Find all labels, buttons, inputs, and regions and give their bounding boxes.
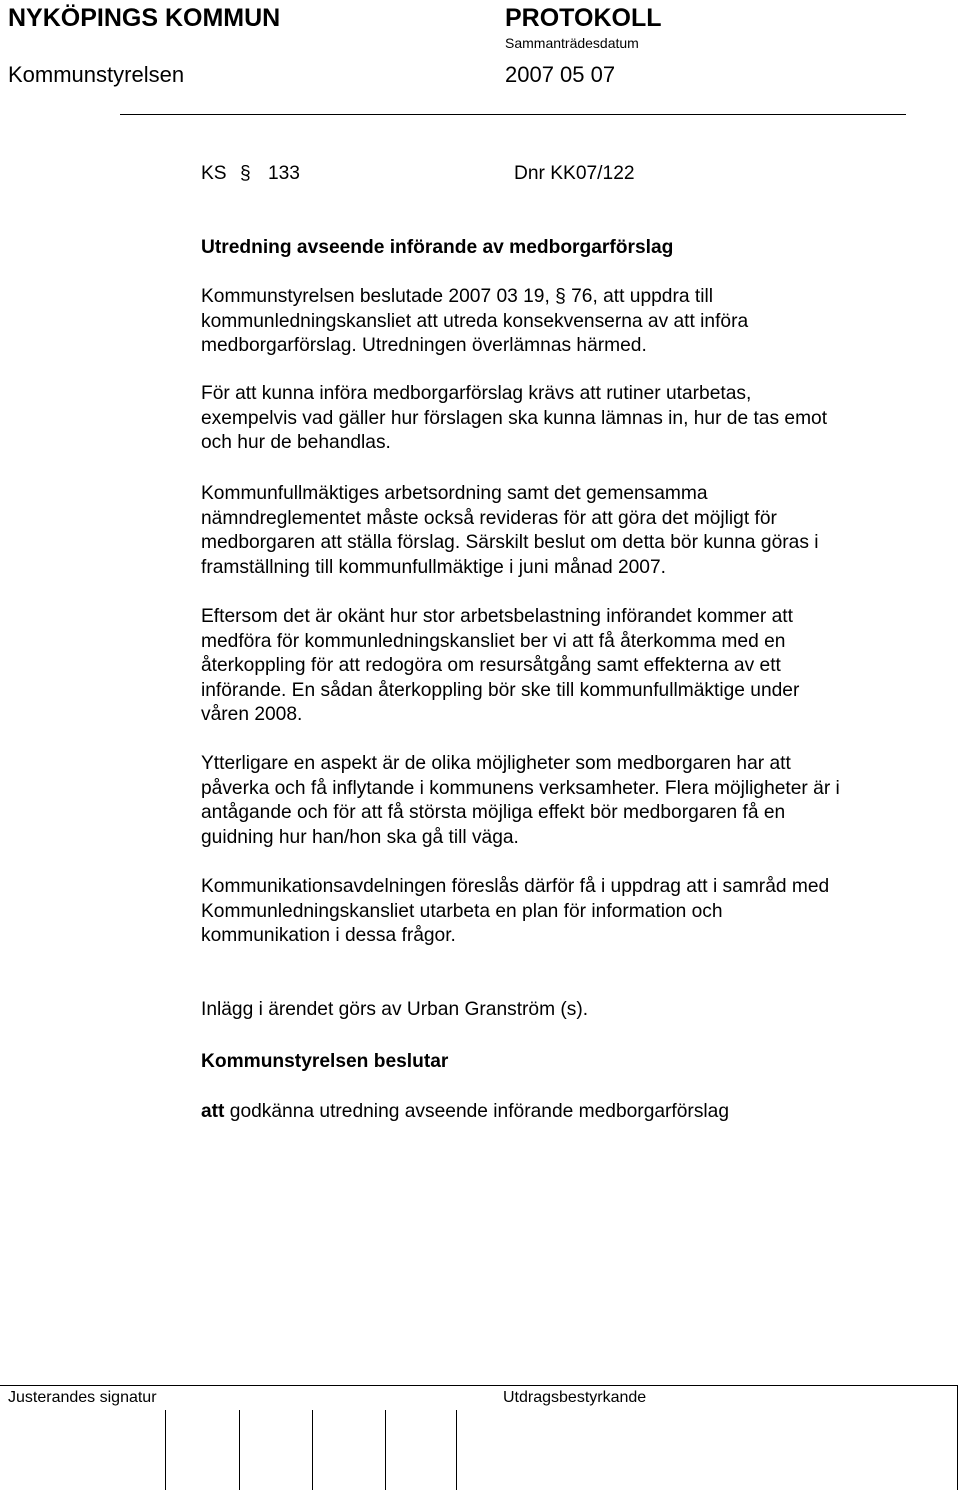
paragraph-line: Kommunstyrelsen beslutade 2007 03 19, § 76, att uppdra till [201,286,713,307]
section-sign: § [239,163,251,184]
paragraph-line: kommunikation i dessa frågor. [201,925,456,947]
dnr-number: Dnr KK07/122 [514,163,635,184]
decision-body: godkänna utredning avseende införande medborgarförslag [224,1101,730,1122]
committee-name: Kommunstyrelsen [8,62,185,87]
paragraph [201,482,931,580]
paragraph-line: exempelvis vad gäller hur förslagen ska kunna lämnas in, hur de tas emot [201,407,828,429]
paragraph-line: Kommunledningskansliet utarbeta en plan för information och [201,900,723,922]
paragraph-line: återkoppling för att redogöra om resursåtgång samt effekterna av ett [201,655,781,677]
paragraph-line: Ytterligare en aspekt är de olika möjligheter som medborgaren har att [201,753,791,774]
decision-text [201,1100,729,1125]
paragraph-line: påverka och få inflytande i kommunens verksamheter. Flera möjligheter är i [201,777,840,799]
case-number: 133 [267,163,300,184]
ks-label: KS [201,163,227,184]
signature-box-line [456,1410,457,1490]
municipality-name: NYKÖPINGS KOMMUN [8,4,281,32]
signature-box-line [165,1410,166,1490]
paragraph-line: medföra för kommunledningskansliet ber vi att få återkomma med en [201,630,786,652]
statement-text: Inlägg i ärendet görs av Urban Granström (s). [201,999,589,1020]
paragraph-line: antågande och för att få största möjliga effekt bör medborgaren få en [201,802,786,824]
paragraph-line: Eftersom det är okänt hur stor arbetsbelastning införandet kommer att [201,606,793,627]
date-caption: Sammanträdesdatum [505,35,639,51]
paragraph-line: kommunledningskansliet att utreda konsekvenserna av att införa [201,310,749,332]
paragraph-line: För att kunna införa medborgarförslag krävs att rutiner utarbetas, [201,383,752,404]
decision-keyword: att [201,1101,225,1122]
paragraph [201,875,931,949]
paragraph-line: framställning till kommunfullmäktige i juni månad 2007. [201,556,666,578]
paragraph [201,752,931,850]
paragraph [201,382,931,456]
extract-label: Utdragsbestyrkande [503,1389,647,1406]
header-divider [120,114,906,115]
paragraph-line: våren 2008. [201,704,303,726]
signature-box-line [239,1410,240,1490]
footer-right-border [957,1385,958,1490]
paragraph-line: och hur de behandlas. [201,432,391,454]
footer-divider [0,1385,958,1386]
signature-box-line [312,1410,313,1490]
paragraph [201,605,931,728]
paragraph-line: nämndreglementet måste också revideras för att göra det möjligt för [201,507,777,529]
paragraph [201,285,931,359]
decision-heading: Kommunstyrelsen beslutar [201,1051,449,1072]
meeting-date: 2007 05 07 [505,62,616,87]
paragraph-line: guidning hur han/hon ska gå till väga. [201,826,519,848]
case-label [201,162,300,187]
signature-label: Justerandes signatur [8,1389,157,1406]
signature-box-line [385,1410,386,1490]
document-type: PROTOKOLL [505,4,662,32]
case-title: Utredning avseende införande av medborgarförslag [201,237,674,258]
paragraph-line: medborgaren att ställa förslag. Särskilt beslut om detta bör kunna göras i [201,532,819,554]
paragraph-line: införande. En sådan återkoppling bör ske till kommunfullmäktige under [201,679,800,701]
paragraph-line: Kommunikationsavdelningen föreslås därför få i uppdrag att i samråd med [201,876,830,897]
paragraph-line: medborgarförslag. Utredningen överlämnas härmed. [201,335,647,357]
paragraph-line: Kommunfullmäktiges arbetsordning samt det gemensamma [201,483,708,504]
